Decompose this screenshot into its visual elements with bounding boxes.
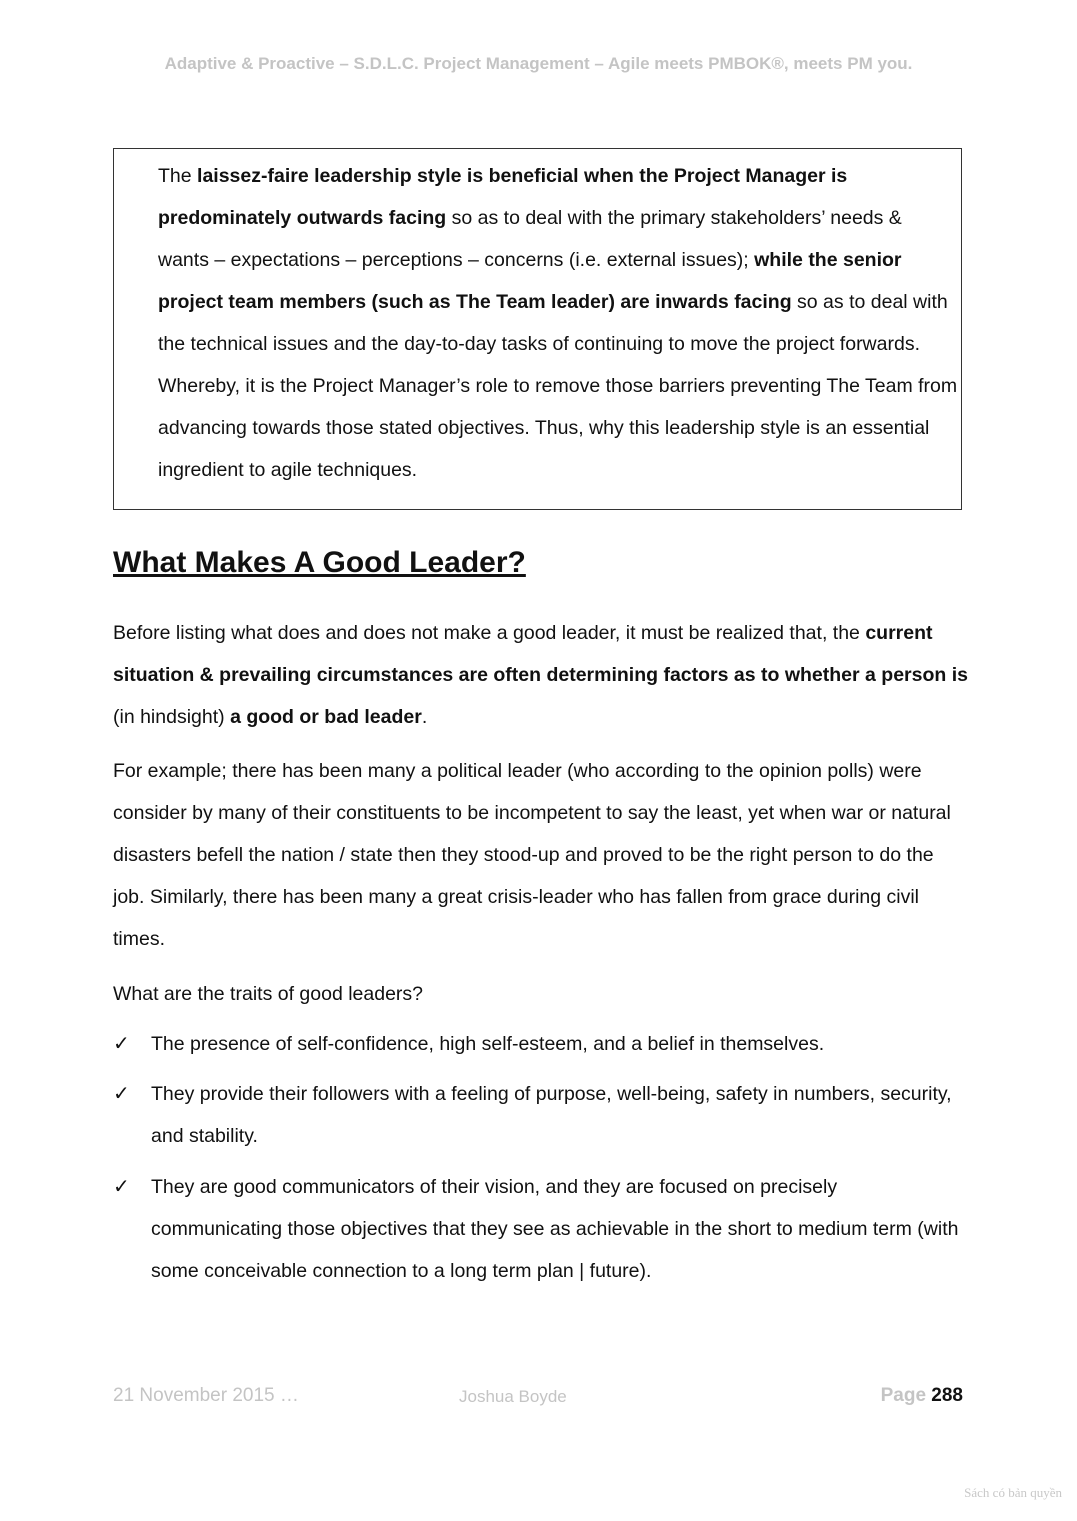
callout-text-2: so as to deal with the primary stakeholders’ needs & wants – expectations – perceptions – concerns (i.e. external issues); <box>158 207 902 271</box>
trait-text: They are good communicators of their vision, and they are focused on precisely communicating those objectives that they see as achievable in the short to medium term (with some conceivable connection to a long term plan | future). <box>151 1176 959 1282</box>
checkmark-icon: ✓ <box>113 1083 130 1105</box>
page-label: Page <box>880 1385 932 1406</box>
trait-text: They provide their followers with a feeling of purpose, well-being, safety in numbers, security, and stability. <box>151 1083 952 1147</box>
running-header: Adaptive & Proactive – S.D.L.C. Project Management – Agile meets PMBOK®, meets PM you. <box>164 54 913 73</box>
callout-text-1: The <box>158 165 198 187</box>
page-number-value: 288 <box>931 1385 963 1406</box>
section-heading: What Makes A Good Leader? <box>113 546 526 579</box>
callout-text-3: so as to deal with the technical issues and the day-to-day tasks of continuing to move the project forwards. Whereby, it is the Project Manager’s role to remove those barriers preventing The Team from advancing towards those stated objectives. Thus, why this leadership style is an essential ingredient to agile techniques. <box>158 291 958 481</box>
intro-text-2: (in hindsight) <box>113 706 231 728</box>
callout-bold-2: while the senior project team members (such as The Team leader) are inwards facing <box>158 249 902 313</box>
intro-text-3: . <box>421 706 428 728</box>
callout-text <box>158 155 958 491</box>
checkmark-icon: ✓ <box>113 1176 130 1198</box>
callout-bold-1: laissez-faire leadership style is beneficial when the Project Manager is predominately outwards facing <box>158 165 848 229</box>
list-item <box>113 1023 973 1065</box>
footer-date: 21 November 2015 … <box>113 1385 299 1406</box>
intro-paragraph <box>113 612 968 738</box>
footer-author: Joshua Boyde <box>459 1387 567 1406</box>
intro-bold-2: a good or bad leader <box>230 706 422 728</box>
list-item <box>113 1166 973 1292</box>
intro-text-1: Before listing what does and does not make a good leader, it must be realized that, the <box>113 622 866 644</box>
watermark: Sách có bản quyền <box>964 1485 1062 1500</box>
intro-bold-1: current situation & prevailing circumstances are often determining factors as to whether a person is <box>113 622 968 686</box>
checkmark-icon: ✓ <box>113 1033 130 1055</box>
page-number <box>881 1385 963 1407</box>
example-paragraph: For example; there has been many a political leader (who according to the opinion polls) were consider by many of their constituents to be incompetent to say the least, yet when war or natural disasters befell the nation / state then they stood-up and proved to be the right person to do the job. Similarly, there has been many a great crisis-leader who has fallen from grace during civil times. <box>113 760 951 950</box>
trait-text: The presence of self-confidence, high self-esteem, and a belief in themselves. <box>151 1033 825 1055</box>
list-item <box>113 1073 973 1157</box>
traits-question: What are the traits of good leaders? <box>113 983 424 1005</box>
